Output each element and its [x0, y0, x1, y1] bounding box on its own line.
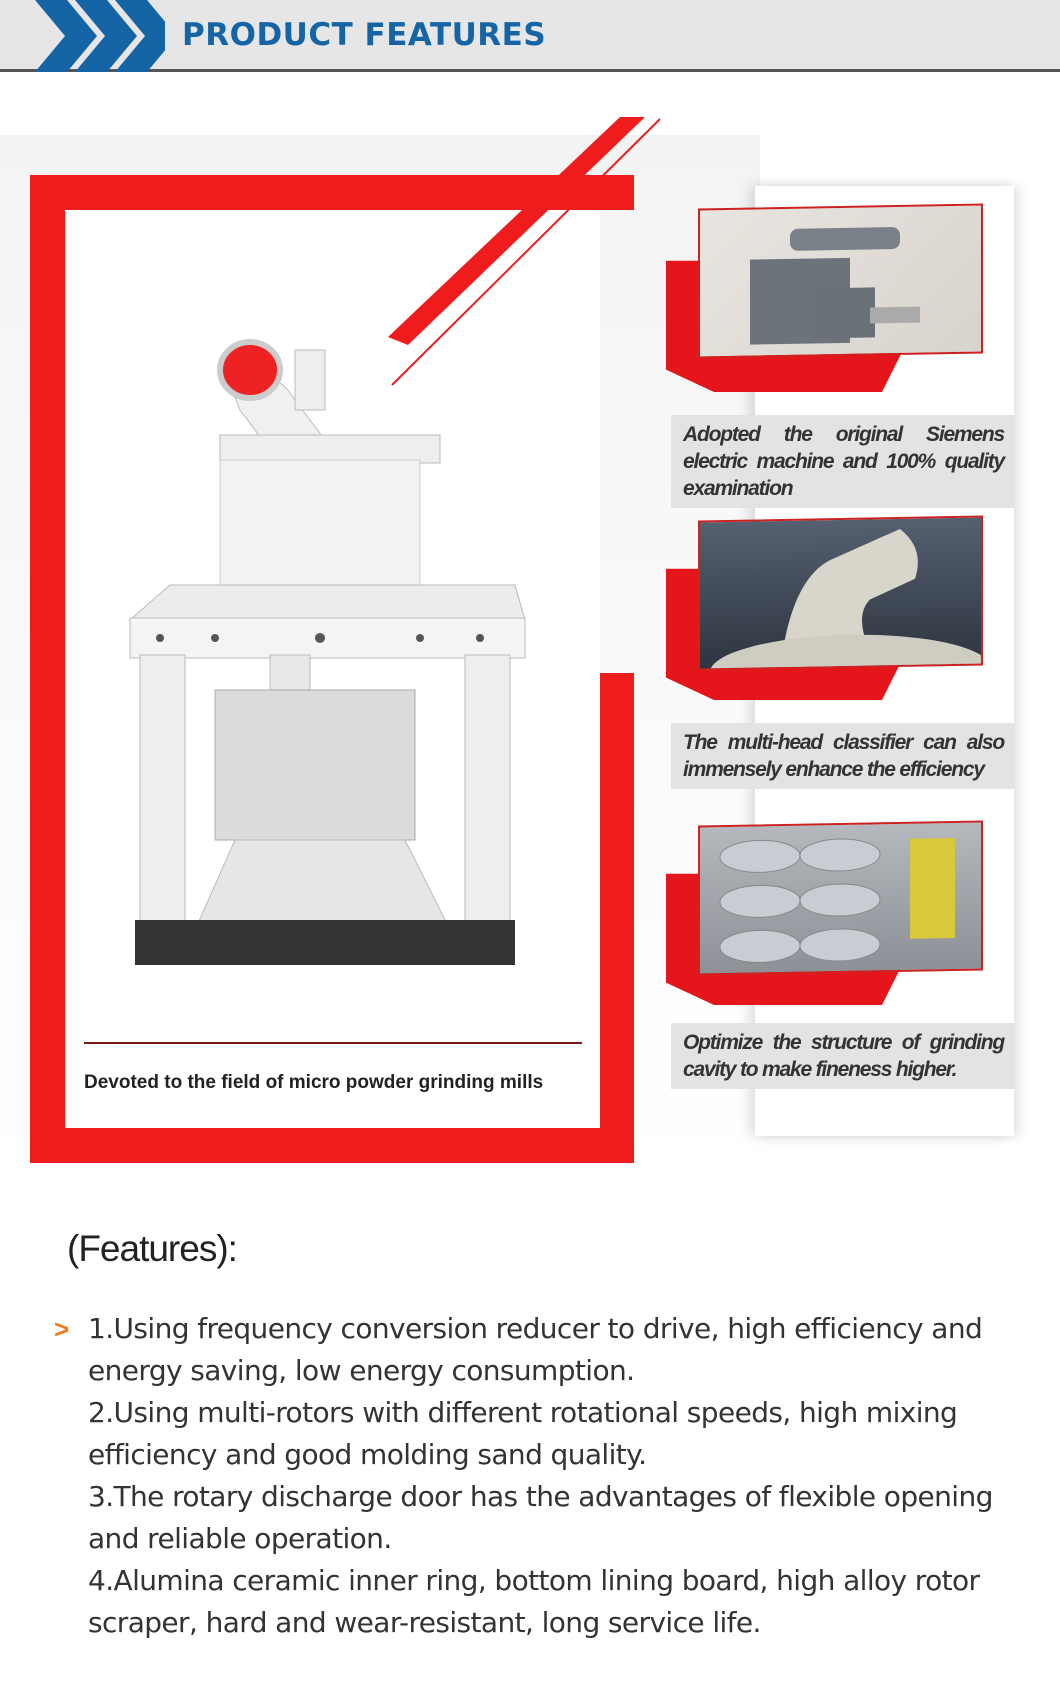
frame-bottom — [30, 1128, 634, 1163]
features-heading: (Features): — [67, 1228, 237, 1269]
feature-item: 1.Using frequency conversion reducer to drive, high efficiency and energy saving, low energy consumption. — [88, 1312, 983, 1387]
chevron-right-icon: > — [54, 1314, 70, 1344]
feature-item: 3.The rotary discharge door has the advantages of flexible opening and reliable operation. — [88, 1480, 993, 1555]
section-title: PRODUCT FEATURES — [182, 17, 547, 53]
classifier-photo — [698, 516, 983, 671]
triple-chevron-icon — [15, 0, 165, 72]
feature-item: 2.Using multi-rotors with different rotational speeds, high mixing efficiency and good molding sand quality. — [88, 1396, 958, 1471]
gear-motor-photo — [698, 204, 983, 359]
frame-left — [30, 175, 65, 1163]
detail-caption: Adopted the original Siemens electric machine and 100% quality examination — [671, 415, 1014, 508]
main-image-caption: Devoted to the field of micro powder grinding mills — [84, 1072, 544, 1093]
feature-item: 4.Alumina ceramic inner ring, bottom lining board, high alloy rotor scraper, hard and wear-resistant, long service life. — [88, 1564, 980, 1639]
grinding-mill-image — [120, 320, 540, 1010]
detail-caption: The multi-head classifier can also immensely enhance the efficiency — [671, 723, 1014, 789]
features-list — [88, 1308, 1008, 1644]
detail-caption: Optimize the structure of grinding cavity to make fineness higher. — [671, 1023, 1014, 1089]
caption-divider — [84, 1042, 582, 1044]
grinding-rollers-photo — [698, 821, 983, 976]
frame-right — [600, 673, 634, 1163]
section-header — [0, 0, 1060, 72]
